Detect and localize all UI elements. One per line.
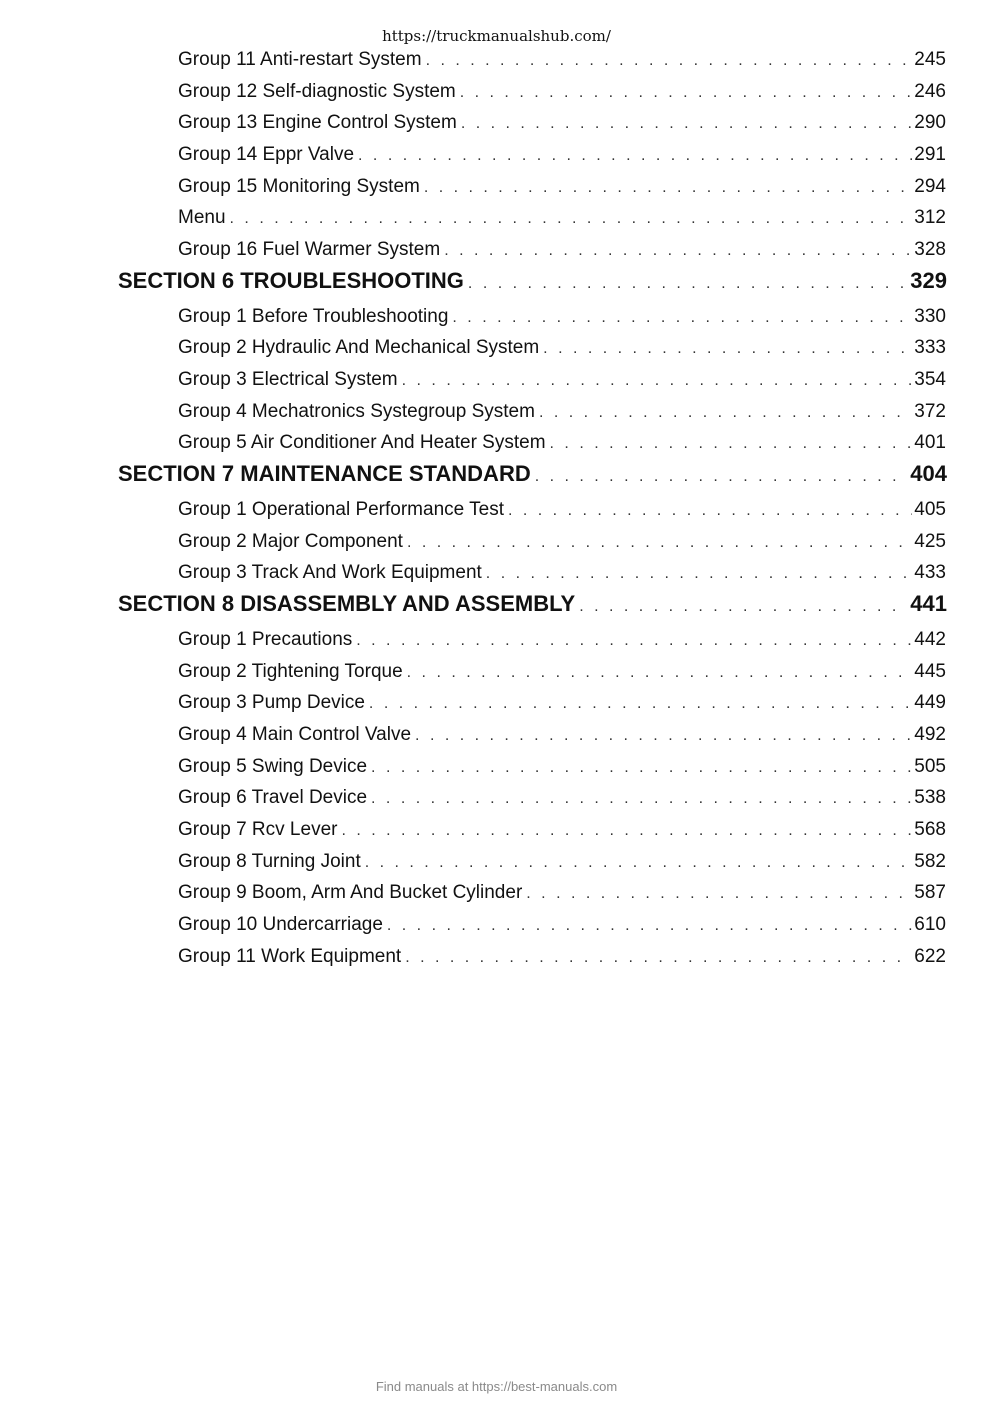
dot-leader — [369, 690, 912, 717]
toc-section-entry[interactable] — [118, 265, 947, 297]
toc-group-entry[interactable] — [178, 721, 946, 749]
toc-group-entry[interactable] — [178, 559, 946, 587]
toc-group-entry[interactable] — [178, 429, 946, 457]
toc-entry-title: Group 2 Hydraulic And Mechanical System — [178, 337, 540, 358]
toc-entry-page-number: 505 — [914, 756, 946, 777]
toc-entry-title: Group 1 Precautions — [178, 629, 353, 650]
dot-leader — [460, 79, 913, 106]
toc-entry-page-number: 372 — [914, 401, 946, 422]
toc-group-entry[interactable] — [178, 626, 946, 654]
dot-leader — [365, 849, 913, 876]
footer-text: Find manuals at https://best-manuals.com — [375, 1379, 618, 1394]
toc-entry-page-number: 401 — [914, 432, 946, 453]
toc-entry-title: Group 4 Main Control Valve — [178, 724, 412, 745]
toc-group-entry[interactable] — [178, 879, 946, 907]
toc-group-entry[interactable] — [178, 816, 946, 844]
toc-entry-page-number: 290 — [914, 112, 946, 133]
toc-group-entry[interactable] — [178, 109, 946, 137]
dot-leader — [468, 268, 908, 297]
toc-entry-page-number: 425 — [914, 531, 946, 552]
toc-entry-page-number: 610 — [914, 914, 946, 935]
toc-group-entry[interactable] — [178, 46, 946, 74]
toc-entry-title: Group 1 Operational Performance Test — [178, 499, 504, 520]
toc-group-entry[interactable] — [178, 943, 946, 971]
toc-entry-page-number: 245 — [914, 49, 946, 70]
toc-entry-page-number: 329 — [910, 268, 947, 293]
toc-group-entry[interactable] — [178, 366, 946, 394]
toc-group-entry[interactable] — [178, 911, 946, 939]
dot-leader — [415, 722, 912, 749]
dot-leader — [550, 430, 913, 457]
toc-entry-title: Group 14 Eppr Valve — [178, 144, 355, 165]
toc-group-entry[interactable] — [178, 303, 946, 331]
toc-entry-page-number: 246 — [914, 81, 946, 102]
dot-leader — [407, 659, 913, 686]
toc-group-entry[interactable] — [178, 528, 946, 556]
dot-leader — [407, 529, 912, 556]
toc-entry-page-number: 538 — [914, 787, 946, 808]
toc-group-entry[interactable] — [178, 204, 946, 232]
toc-entry-title: Group 12 Self-diagnostic System — [178, 81, 456, 102]
toc-entry-page-number: 568 — [914, 819, 946, 840]
toc-entry-title: Group 2 Major Component — [178, 531, 403, 552]
dot-leader — [579, 591, 908, 620]
toc-entry-page-number: 449 — [914, 692, 946, 713]
toc-entry-title: Group 16 Fuel Warmer System — [178, 239, 441, 260]
toc-entry-title: Group 10 Undercarriage — [178, 914, 383, 935]
dot-leader — [508, 497, 912, 524]
toc-entry-page-number: 492 — [914, 724, 946, 745]
toc-entry-title: SECTION 6 TROUBLESHOOTING — [118, 268, 464, 293]
toc-entry-title: Group 5 Air Conditioner And Heater System — [178, 432, 546, 453]
dot-leader — [405, 944, 912, 971]
toc-entry-title: SECTION 7 MAINTENANCE STANDARD — [118, 461, 531, 486]
dot-leader — [535, 461, 909, 490]
toc-entry-page-number: 404 — [910, 461, 947, 486]
toc-entry-page-number: 441 — [910, 591, 947, 616]
toc-entry-page-number: 330 — [914, 306, 946, 327]
header-url: https://truckmanualshub.com/ — [382, 27, 611, 45]
toc-entry-page-number: 291 — [914, 144, 946, 165]
toc-entry-page-number: 582 — [914, 851, 946, 872]
dot-leader — [371, 785, 912, 812]
dot-leader — [424, 174, 912, 201]
toc-entry-title: Group 2 Tightening Torque — [178, 661, 403, 682]
toc-entry-page-number: 442 — [914, 629, 946, 650]
toc-group-entry[interactable] — [178, 173, 946, 201]
dot-leader — [387, 912, 912, 939]
toc-section-entry[interactable] — [118, 588, 947, 620]
dot-leader — [526, 880, 912, 907]
toc-group-entry[interactable] — [178, 848, 946, 876]
toc-entry-page-number: 294 — [914, 176, 946, 197]
dot-leader — [341, 817, 912, 844]
toc-group-entry[interactable] — [178, 398, 946, 426]
toc-entry-page-number: 405 — [914, 499, 946, 520]
toc-entry-title: Group 4 Mechatronics Systegroup System — [178, 401, 535, 422]
toc-entry-title: Group 5 Swing Device — [178, 756, 368, 777]
toc-entry-page-number: 433 — [914, 562, 946, 583]
toc-entry-title: Menu — [178, 207, 226, 228]
dot-leader — [402, 367, 913, 394]
dot-leader — [543, 335, 912, 362]
toc-entry-title: Group 15 Monitoring System — [178, 176, 420, 197]
toc-group-entry[interactable] — [178, 784, 946, 812]
dot-leader — [444, 237, 912, 264]
toc-entry-title: SECTION 8 DISASSEMBLY AND ASSEMBLY — [118, 591, 576, 616]
dot-leader — [358, 142, 912, 169]
toc-group-entry[interactable] — [178, 753, 946, 781]
toc-group-entry[interactable] — [178, 141, 946, 169]
toc-group-entry[interactable] — [178, 236, 946, 264]
toc-entry-page-number: 328 — [914, 239, 946, 260]
toc-entry-page-number: 622 — [914, 946, 946, 967]
toc-group-entry[interactable] — [178, 334, 946, 362]
toc-group-entry[interactable] — [178, 689, 946, 717]
toc-section-entry[interactable] — [118, 458, 947, 490]
toc-entry-page-number: 333 — [914, 337, 946, 358]
toc-entry-page-number: 445 — [914, 661, 946, 682]
toc-entry-title: Group 3 Electrical System — [178, 369, 398, 390]
toc-entry-title: Group 3 Pump Device — [178, 692, 365, 713]
dot-leader — [371, 754, 912, 781]
toc-entry-title: Group 3 Track And Work Equipment — [178, 562, 482, 583]
toc-entry-title: Group 1 Before Troubleshooting — [178, 306, 449, 327]
dot-leader — [486, 560, 913, 587]
toc-entry-title: Group 8 Turning Joint — [178, 851, 361, 872]
dot-leader — [230, 205, 913, 232]
toc-entry-page-number: 312 — [914, 207, 946, 228]
dot-leader — [356, 627, 912, 654]
dot-leader — [452, 304, 912, 331]
toc-entry-title: Group 7 Rcv Lever — [178, 819, 338, 840]
toc-entry-page-number: 587 — [914, 882, 946, 903]
toc-entry-title: Group 11 Work Equipment — [178, 946, 402, 967]
toc-group-entry[interactable] — [178, 496, 946, 524]
toc-group-entry[interactable] — [178, 78, 946, 106]
toc-group-entry[interactable] — [178, 658, 946, 686]
toc-entry-title: Group 9 Boom, Arm And Bucket Cylinder — [178, 882, 523, 903]
dot-leader — [539, 399, 912, 426]
dot-leader — [461, 110, 912, 137]
dot-leader — [426, 47, 913, 74]
toc-entry-title: Group 13 Engine Control System — [178, 112, 457, 133]
toc-entry-title: Group 6 Travel Device — [178, 787, 368, 808]
toc-entry-title: Group 11 Anti-restart System — [178, 49, 422, 70]
toc-entry-page-number: 354 — [914, 369, 946, 390]
